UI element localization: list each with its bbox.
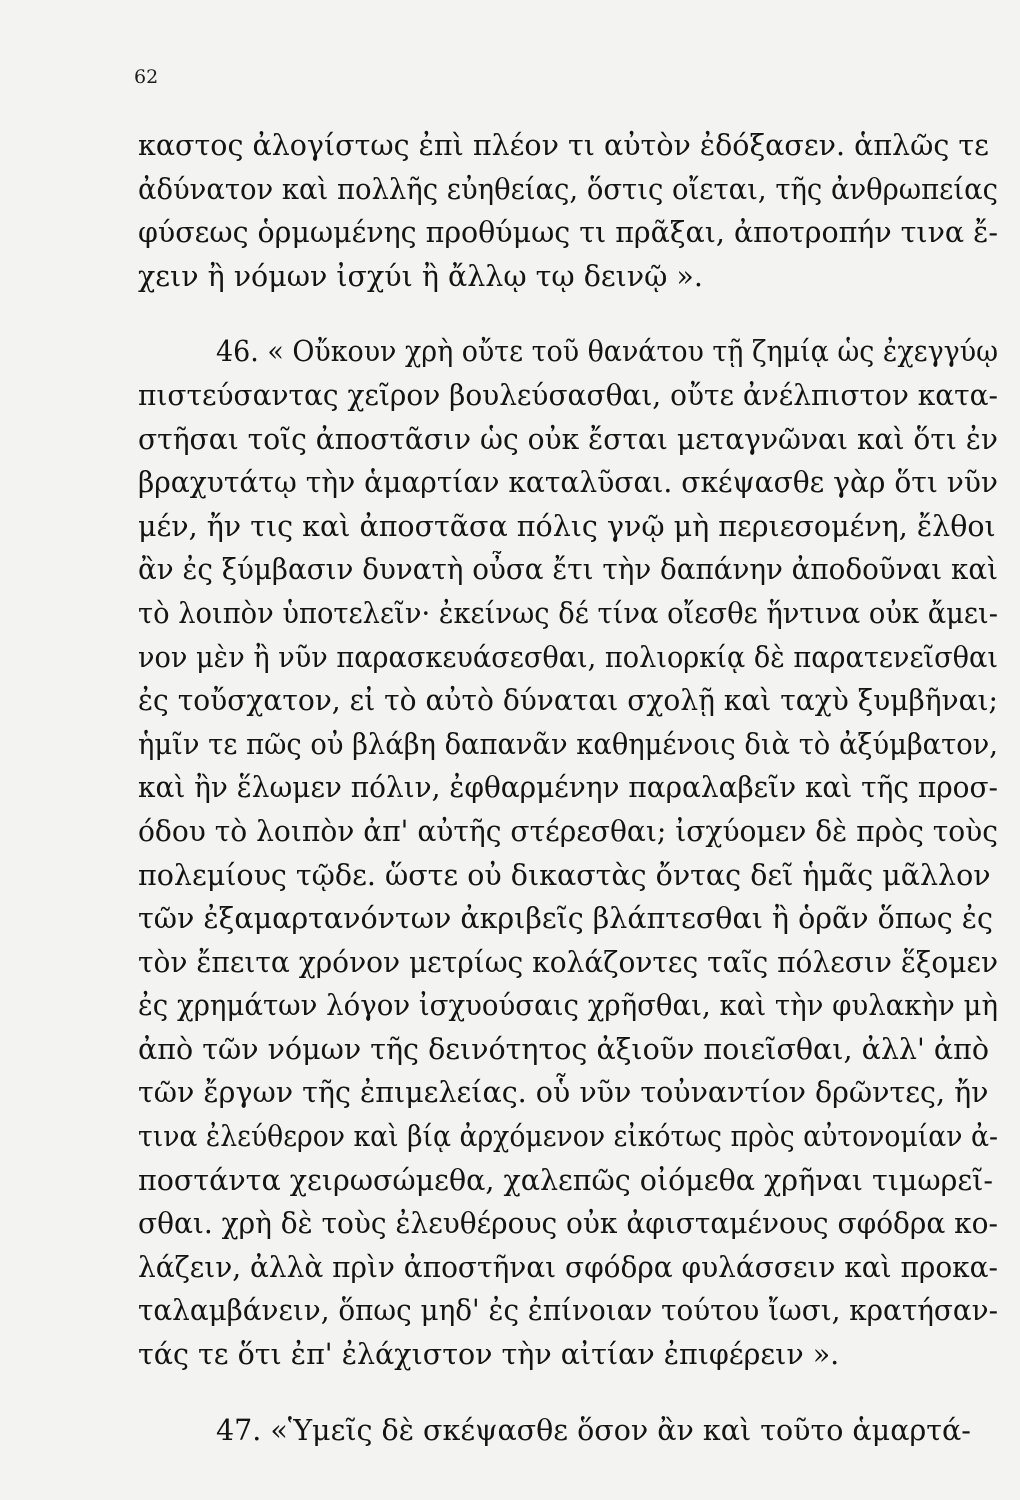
text-line: τῶν ἐξαμαρτανόντων ἀκριβεῖς βλάπτεσθαι ἢ ὁρᾶν ὅπως ἐς bbox=[138, 902, 994, 936]
text-line: ἡμῖν τε πῶς οὐ βλάβη δαπανᾶν καθημένοις διὰ τὸ ἀξύμβατον, bbox=[138, 727, 998, 761]
text-line: σθαι. χρὴ δὲ τοὺς ἐλευθέρους οὐκ ἀφισταμένους σφόδρα κο- bbox=[138, 1207, 998, 1241]
text-line: τὸ λοιπὸν ὑποτελεῖν· ἐκείνως δέ τίνα οἴεσθε ἥντινα οὐκ ἄμει- bbox=[138, 596, 998, 630]
text-line: καὶ ἢν ἕλωμεν πόλιν, ἐφθαρμένην παραλαβεῖν καὶ τῆς προσ- bbox=[138, 771, 998, 805]
text-line: όδου τὸ λοιπὸν ἀπ' αὐτῆς στέρεσθαι; ἰσχύομεν δὲ πρὸς τοὺς bbox=[138, 814, 998, 848]
text-line: φύσεως ὁρμωμένης προθύμως τι πρᾶξαι, ἀποτροπήν τινα ἔ- bbox=[138, 216, 998, 250]
body-text bbox=[138, 124, 998, 1452]
text-line: χειν ἢ νόμων ἰσχύι ἢ ἄλλῳ τῳ δεινῷ ». bbox=[138, 259, 703, 293]
text-line: μέν, ἤν τις καὶ ἀποστᾶσα πόλις γνῷ μὴ περιεσομένη, ἔλθοι bbox=[138, 509, 996, 543]
paragraph-gap bbox=[138, 1377, 998, 1409]
text-line: ἐς τοὔσχατον, εἰ τὸ αὐτὸ δύναται σχολῇ καὶ ταχὺ ξυμβῆναι; bbox=[138, 684, 998, 718]
text-line: ταλαμβάνειν, ὅπως μηδ' ἐς ἐπίνοιαν τούτου ἴωσι, κρατήσαν- bbox=[138, 1294, 998, 1328]
text-line: πολεμίους τῷδε. ὥστε οὐ δικαστὰς ὄντας δεῖ ἡμᾶς μᾶλλον bbox=[138, 858, 991, 892]
page-number: 62 bbox=[134, 66, 159, 88]
text-line: τινα ἐλεύθερον καὶ βίᾳ ἀρχόμενον εἰκότως πρὸς αὐτονομίαν ἀ- bbox=[138, 1120, 998, 1154]
text-line: βραχυτάτῳ τὴν ἁμαρτίαν καταλῦσαι. σκέψασθε γὰρ ὅτι νῦν bbox=[138, 466, 998, 500]
text-line: ἐς χρημάτων λόγον ἰσχυούσαις χρῆσθαι, καὶ τὴν φυλακὴν μὴ bbox=[138, 989, 998, 1023]
text-line: ἂν ἐς ξύμβασιν δυνατὴ οὖσα ἔτι τὴν δαπάνην ἀποδοῦναι καὶ bbox=[138, 553, 998, 587]
text-line: ἀπὸ τῶν νόμων τῆς δεινότητος ἀξιοῦν ποιεῖσθαι, ἀλλ' ἀπὸ bbox=[138, 1032, 989, 1066]
paragraph-gap bbox=[138, 298, 998, 330]
text-line: νον μὲν ἢ νῦν παρασκευάσεσθαι, πολιορκίᾳ δὲ παρατενεῖσθαι bbox=[138, 640, 998, 674]
text-line: τὸν ἔπειτα χρόνον μετρίως κολάζοντες ταῖς πόλεσιν ἕξομεν bbox=[138, 945, 998, 979]
text-line: τάς τε ὅτι ἐπ' ἐλάχιστον τὴν αἰτίαν ἐπιφέρειν ». bbox=[138, 1338, 840, 1372]
text-line: 46. « Οὔκουν χρὴ οὔτε τοῦ θανάτου τῇ ζημίᾳ ὡς ἐχεγγύῳ bbox=[216, 335, 998, 369]
text-line: λάζειν, ἀλλὰ πρὶν ἀποστῆναι σφόδρα φυλάσσειν καὶ προκα- bbox=[138, 1250, 998, 1284]
text-line: πιστεύσαντας χεῖρον βουλεύσασθαι, οὔτε ἀνέλπιστον κατα- bbox=[138, 378, 998, 412]
text-line: ἀδύνατον καὶ πολλῆς εὐηθείας, ὅστις οἴεται, τῆς ἀνθρωπείας bbox=[138, 172, 998, 206]
text-line: 47. «Ὑμεῖς δὲ σκέψασθε ὅσον ἂν καὶ τοῦτο ἁμαρτά- bbox=[216, 1413, 971, 1447]
text-line: τῶν ἔργων τῆς ἐπιμελείας. οὗ νῦν τοὐναντίον δρῶντες, ἤν bbox=[138, 1076, 989, 1110]
text-line: ποστάντα χειρωσώμεθα, χαλεπῶς οἰόμεθα χρῆναι τιμωρεῖ- bbox=[138, 1163, 993, 1197]
text-line: καστος ἀλογίστως ἐπὶ πλέον τι αὐτὸν ἐδόξασεν. ἁπλῶς τε bbox=[138, 129, 989, 162]
text-line: στῆσαι τοῖς ἀποστᾶσιν ὡς οὐκ ἔσται μεταγνῶναι καὶ ὅτι ἐν bbox=[138, 422, 998, 456]
